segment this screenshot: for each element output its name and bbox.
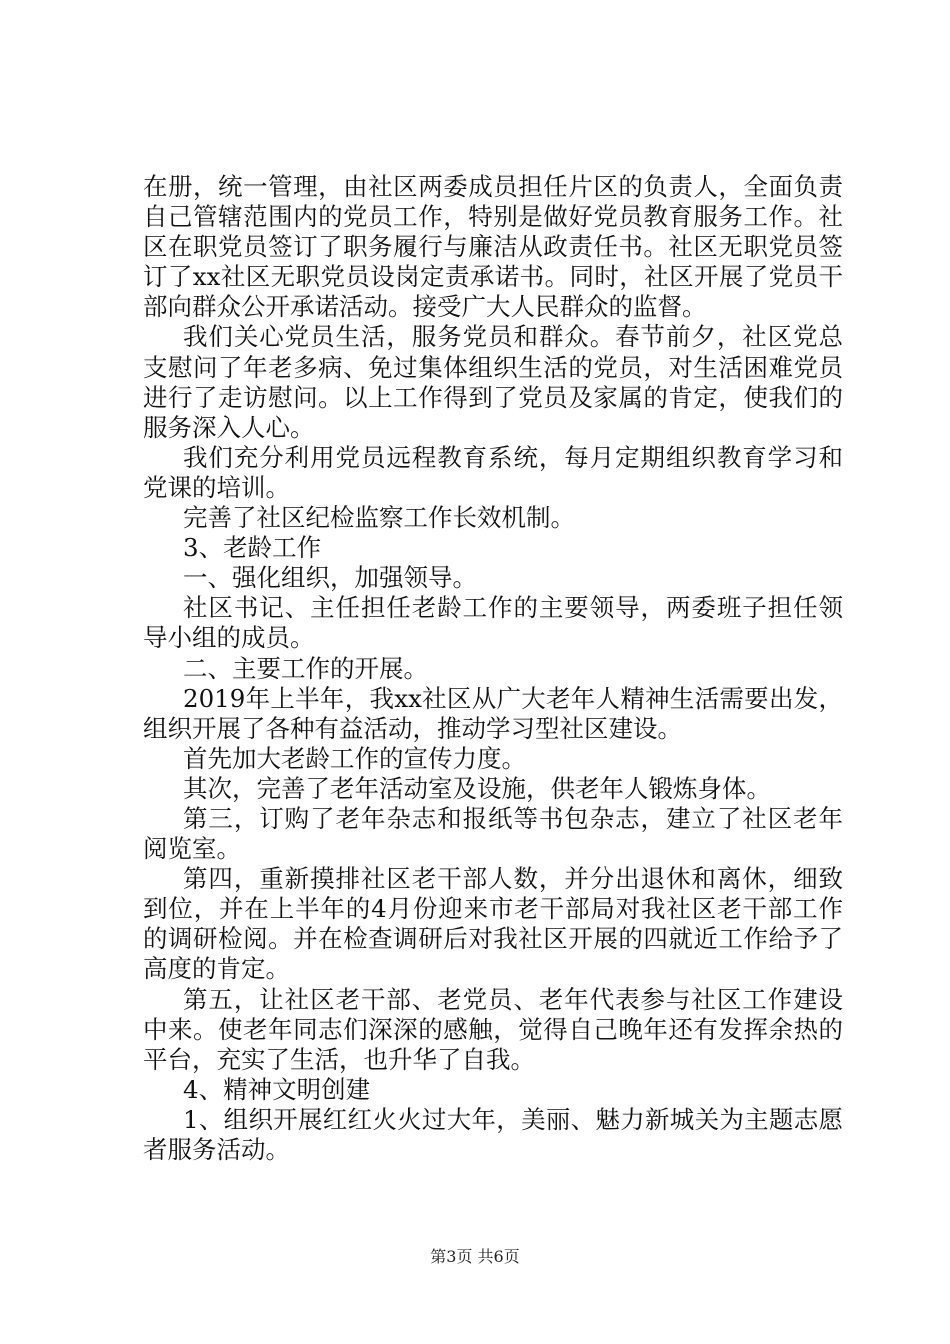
paragraph-3: 我们充分利用党员远程教育系统，每月定期组织教育学习和党课的培训。 — [143, 442, 843, 502]
paragraph-16: 1、组织开展红红火火过大年，美丽、魅力新城关为主题志愿者服务活动。 — [143, 1104, 843, 1164]
paragraph-2: 我们关心党员生活，服务党员和群众。春节前夕，社区党总支慰问了年老多病、免过集体组织生活的党员，对生活困难党员进行了走访慰问。以上工作得到了党员及家属的肯定，使我们的服务深入人心。 — [143, 322, 843, 442]
paragraph-7: 社区书记、主任担任老龄工作的主要领导，两委班子担任领导小组的成员。 — [143, 593, 843, 653]
paragraph-14: 第五，让社区老干部、老党员、老年代表参与社区工作建设中来。使老年同志们深深的感触，觉得自己晚年还有发挥余热的平台，充实了生活，也升华了自我。 — [143, 984, 843, 1074]
subheading-main-work: 二、主要工作的开展。 — [183, 653, 428, 683]
paragraph-9: 2019年上半年，我xx社区从广大老年人精神生活需要出发，组织开展了各种有益活动，推动学习型社区建设。 — [143, 683, 843, 743]
subheading-strengthen-organization: 一、强化组织，加强领导。 — [183, 563, 477, 593]
paragraph-1: 在册，统一管理，由社区两委成员担任片区的负责人，全面负责自己管辖范围内的党员工作，特别是做好党员教育服务工作。社区在职党员签订了职务履行与廉洁从政责任书。社区无职党员签订了xx社区无职党员设岗定责承诺书。同时，社区开展了党员干部向群众公开承诺活动。接受广大人民群众的监督。 — [143, 172, 843, 322]
section-heading-elderly-work: 3、老龄工作 — [183, 533, 322, 563]
paragraph-12: 第三，订购了老年杂志和报纸等书包杂志，建立了社区老年阅览室。 — [143, 803, 843, 864]
paragraph-4: 完善了社区纪检监察工作长效机制。 — [183, 503, 575, 533]
paragraph-13: 第四，重新摸排社区老干部人数，并分出退休和离休，细致到位，并在上半年的4月份迎来市老干部局对我社区老干部工作的调研检阅。并在检查调研后对我社区开展的四就近工作给予了高度的肯定。 — [143, 864, 843, 984]
page-number-footer: 第3页 共6页 — [430, 1247, 520, 1266]
paragraph-10: 首先加大老龄工作的宣传力度。 — [183, 743, 526, 773]
section-heading-civilization: 4、精神文明创建 — [183, 1074, 371, 1104]
paragraph-11: 其次，完善了老年活动室及设施，供老年人锻炼身体。 — [183, 773, 771, 803]
document-body — [143, 172, 843, 1165]
